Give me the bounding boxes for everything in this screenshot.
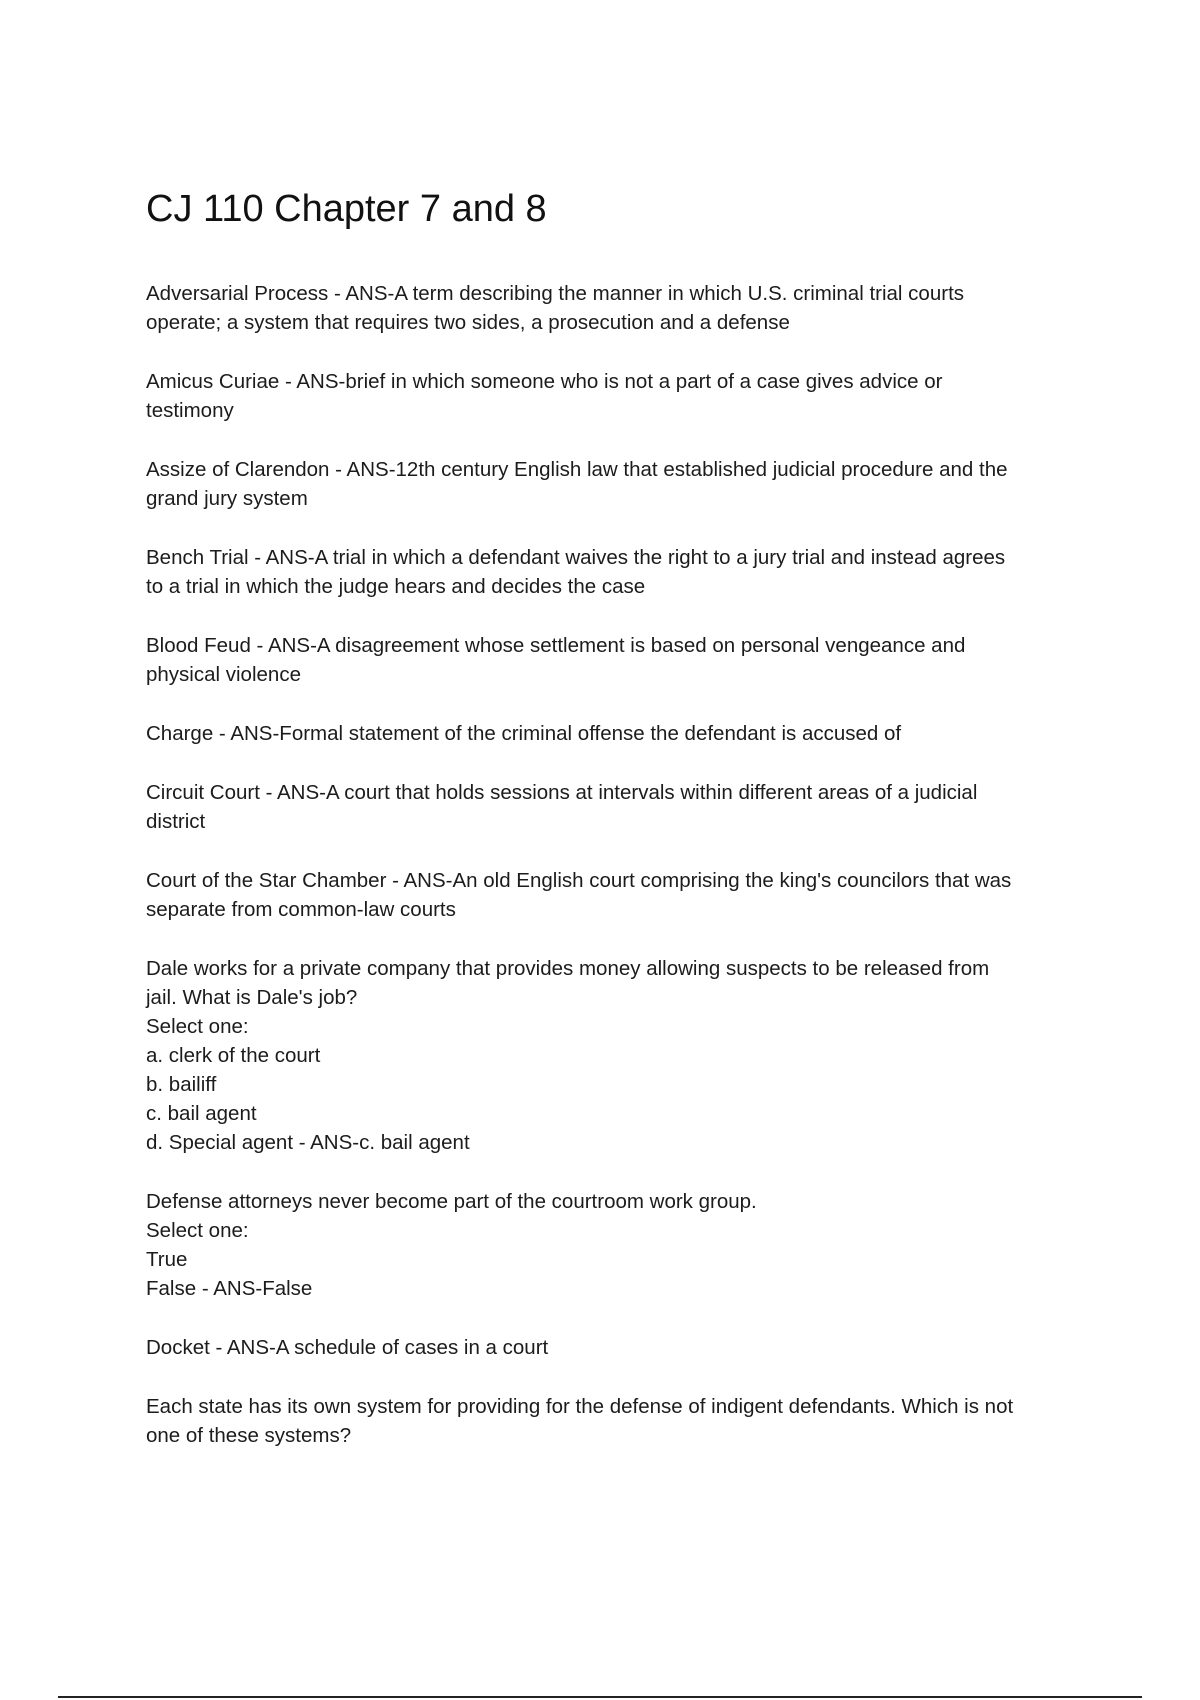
- entry-line: Bench Trial - ANS-A trial in which a defendant waives the right to a jury trial and instead agrees: [146, 546, 1006, 569]
- entry-line: to a trial in which the judge hears and decides the case: [146, 575, 646, 598]
- entry-line: district: [146, 810, 206, 833]
- entry-amicus-curiae: [146, 367, 1096, 425]
- answer-option: a. clerk of the court: [146, 1044, 321, 1067]
- entry-charge: [146, 719, 1096, 748]
- entry-line: grand jury system: [146, 487, 308, 510]
- entry-bench-trial: [146, 543, 1096, 601]
- answer-option: c. bail agent: [146, 1102, 257, 1125]
- entry-assize-of-clarendon: [146, 455, 1096, 513]
- entry-circuit-court: [146, 778, 1096, 836]
- entry-line: Defense attorneys never become part of the courtroom work group.: [146, 1190, 757, 1213]
- entry-line: Dale works for a private company that provides money allowing suspects to be released from: [146, 957, 990, 980]
- entry-line: Docket - ANS-A schedule of cases in a court: [146, 1336, 549, 1359]
- entry-line: Each state has its own system for providing for the defense of indigent defendants. Which is not: [146, 1395, 1014, 1418]
- entry-docket: [146, 1333, 1096, 1362]
- entry-line: jail. What is Dale's job?: [146, 986, 358, 1009]
- entry-question-dale-job: [146, 954, 1096, 1157]
- footer-divider: [58, 1696, 1142, 1698]
- answer-option: b. bailiff: [146, 1073, 217, 1096]
- entry-line: Assize of Clarendon - ANS-12th century English law that established judicial procedure and the: [146, 458, 1008, 481]
- entry-line: Blood Feud - ANS-A disagreement whose settlement is based on personal vengeance and: [146, 634, 966, 657]
- entry-line: Court of the Star Chamber - ANS-An old English court comprising the king's councilors that was: [146, 869, 1012, 892]
- answer-option: d. Special agent - ANS-c. bail agent: [146, 1131, 470, 1154]
- entry-line: Adversarial Process - ANS-A term describing the manner in which U.S. criminal trial courts: [146, 282, 965, 305]
- entry-line: physical violence: [146, 663, 301, 686]
- entry-line: separate from common-law courts: [146, 898, 456, 921]
- answer-option: True: [146, 1248, 188, 1271]
- entry-adversarial-process: [146, 279, 1096, 337]
- entry-question-defense-attorneys: [146, 1187, 1096, 1303]
- entry-line: Circuit Court - ANS-A court that holds sessions at intervals within different areas of a judicial: [146, 781, 978, 804]
- entry-line: Select one:: [146, 1219, 249, 1242]
- entry-question-indigent-defense: [146, 1392, 1096, 1450]
- entry-line: Amicus Curiae - ANS-brief in which someone who is not a part of a case gives advice or: [146, 370, 943, 393]
- page-title: CJ 110 Chapter 7 and 8: [146, 188, 547, 230]
- answer-option: False - ANS-False: [146, 1277, 313, 1300]
- entry-blood-feud: [146, 631, 1096, 689]
- entry-line: Select one:: [146, 1015, 249, 1038]
- entry-line: Charge - ANS-Formal statement of the criminal offense the defendant is accused of: [146, 722, 902, 745]
- entry-line: one of these systems?: [146, 1424, 352, 1447]
- entry-line: testimony: [146, 399, 234, 422]
- entry-list: [146, 279, 1096, 1480]
- entry-line: operate; a system that requires two sides, a prosecution and a defense: [146, 311, 790, 334]
- entry-court-of-the-star-chamber: [146, 866, 1096, 924]
